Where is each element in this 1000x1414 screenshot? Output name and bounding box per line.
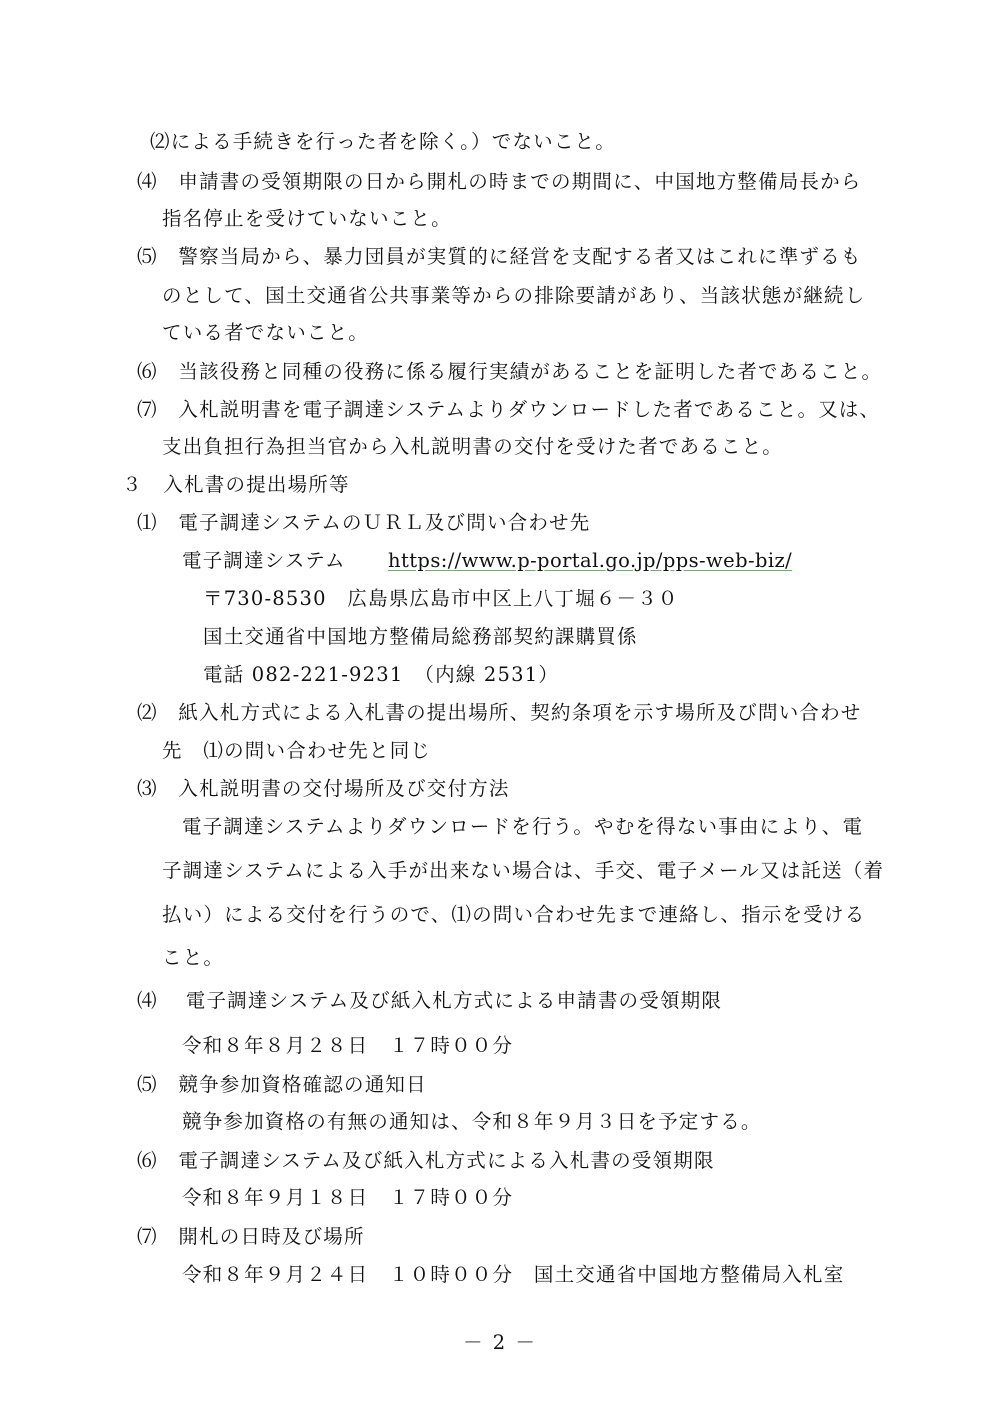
section-3-item-7: ⑺ 開札の日時及び場所 xyxy=(137,1225,365,1248)
phone-number: 電話 082-221-9231 （内線 2531） xyxy=(203,663,560,686)
item-4-deadline: 令和８年８月２８日 １７時００分 xyxy=(182,1034,514,1057)
office-name: 国土交通省中国地方整備局総務部契約課購買係 xyxy=(203,625,638,648)
item-7-text: ⑺ 入札説明書を電子調達システムよりダウンロードした者であること。又は、 xyxy=(137,398,881,421)
page-number: － 2 － xyxy=(463,1331,537,1354)
procurement-url-link[interactable]: https://www.p-portal.go.jp/pps-web-biz/ xyxy=(388,549,793,572)
section-3-heading: ３ 入札書の提出場所等 xyxy=(122,473,350,496)
item-3-paragraph-3: 払い）による交付を行うので、⑴の問い合わせ先まで連絡し、指示を受ける xyxy=(162,903,866,926)
section-3-item-4: ⑷ 電子調達システム及び紙入札方式による申請書の受領期限 xyxy=(137,989,723,1012)
item-6-text: ⑹ 当該役務と同種の役務に係る履行実績があることを証明した者であること。 xyxy=(137,360,883,383)
item-7-continued: 支出負担行為担当官から入札説明書の交付を受けた者であること。 xyxy=(162,435,784,458)
item-5-text: ⑸ 警察当局から、暴力団員が実質的に経営を支配する者又はこれに準ずるも xyxy=(137,245,862,268)
postal-address: 〒730-8530 広島県広島市中区上八丁堀６－３０ xyxy=(203,587,679,610)
item-7-datetime-place: 令和８年９月２４日 １０時００分 国土交通省中国地方整備局入札室 xyxy=(182,1263,845,1286)
item-4-text: ⑷ 申請書の受領期限の日から開札の時までの期間に、中国地方整備局長から xyxy=(137,170,862,193)
item-3-paragraph-1: 電子調達システムよりダウンロードを行う。やむを得ない事由により、電 xyxy=(182,815,864,838)
system-label: 電子調達システム xyxy=(182,549,346,572)
section-3-item-2: ⑵ 紙入札方式による入札書の提出場所、契約条項を示す場所及び問い合わせ xyxy=(137,701,862,724)
section-3-item-2-continued: 先 ⑴の問い合わせ先と同じ xyxy=(162,739,432,762)
section-3-item-5: ⑸ 競争参加資格確認の通知日 xyxy=(137,1073,427,1096)
section-3-item-1: ⑴ 電子調達システムのＵＲＬ及び問い合わせ先 xyxy=(137,511,591,534)
item-5-notice: 競争参加資格の有無の通知は、令和８年９月３日を予定する。 xyxy=(182,1110,762,1133)
item-5-continued-1: のとして、国土交通省公共事業等からの排除要請があり、当該状態が継続し xyxy=(162,284,866,307)
item-4-continued: 指名停止を受けていないこと。 xyxy=(162,207,452,230)
item-3-paragraph-4: こと。 xyxy=(162,946,225,969)
continued-text: ⑵による手続きを行った者を除く。）でないこと。 xyxy=(150,130,616,153)
section-3-item-3: ⑶ 入札説明書の交付場所及び交付方法 xyxy=(137,777,510,800)
item-3-paragraph-2: 子調達システムによる入手が出来ない場合は、手交、電子メール又は託送（着 xyxy=(162,859,885,882)
item-5-continued-2: ている者でないこと。 xyxy=(162,321,370,344)
section-3-item-6: ⑹ 電子調達システム及び紙入札方式による入札書の受領期限 xyxy=(137,1149,715,1172)
item-6-deadline: 令和８年９月１８日 １７時００分 xyxy=(182,1186,514,1209)
